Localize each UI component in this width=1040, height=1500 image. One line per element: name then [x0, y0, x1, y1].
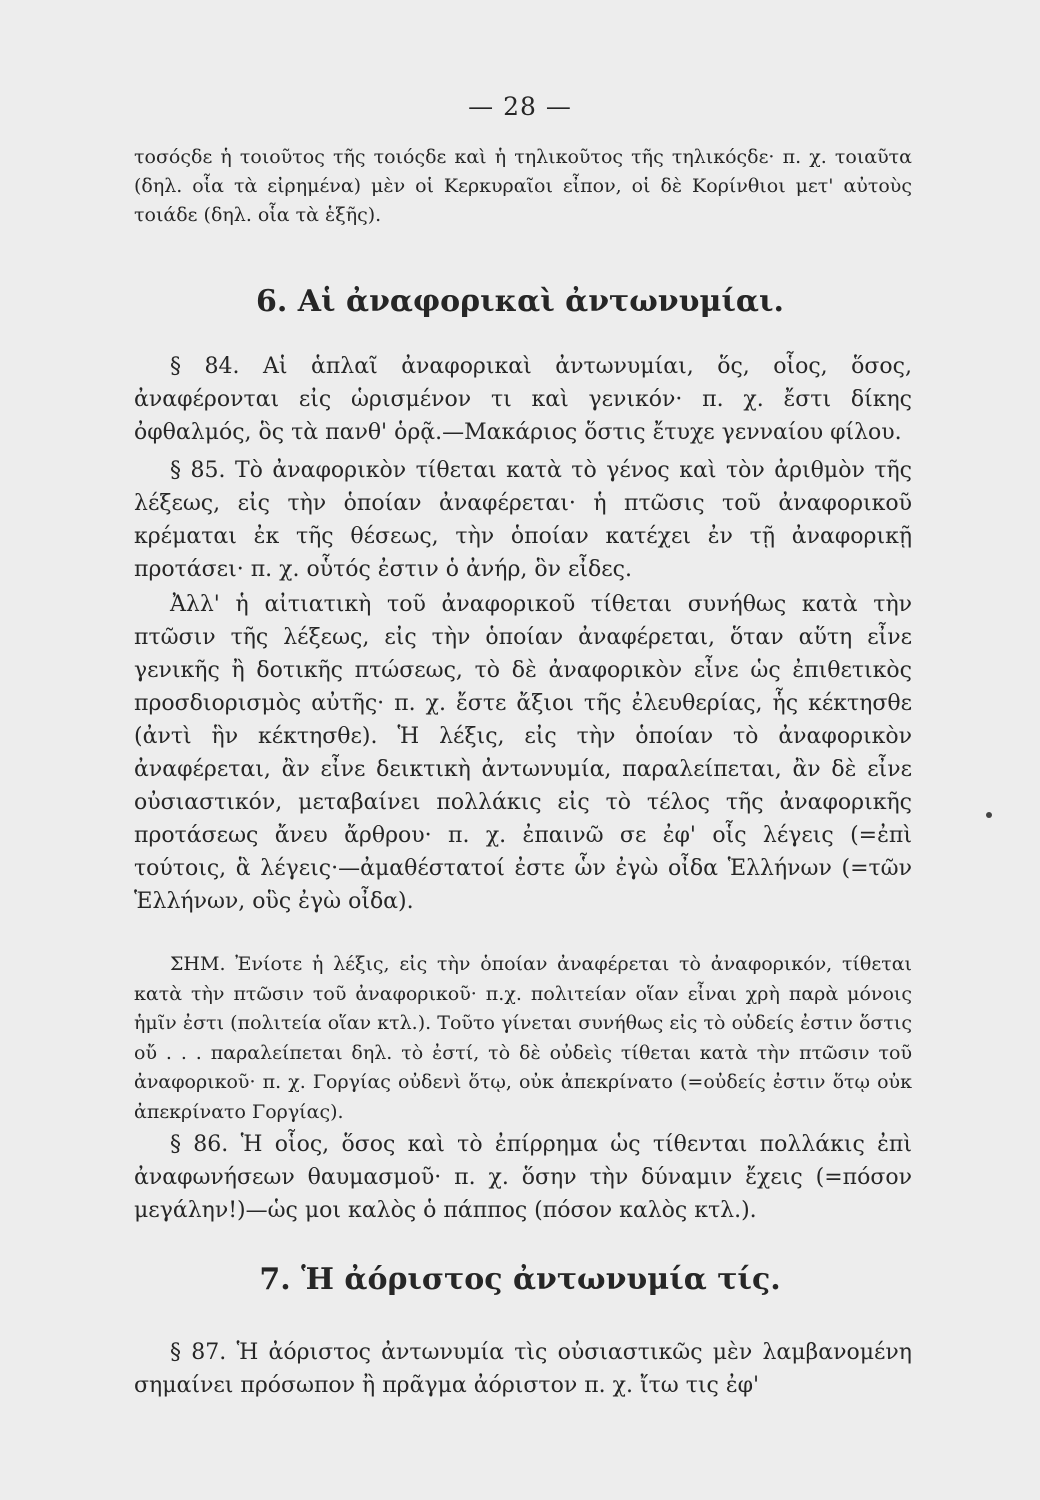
paragraph-84: § 84. Αἱ ἁπλαῖ ἀναφορικαὶ ἀντωνυμίαι, ὅς, οἷος, ὅσος, ἀναφέρονται εἰς ὡρισμένον τι καὶ γενικόν· π. χ. ἔστι δίκης ὀφθαλμός, ὃς τὰ πανθ' ὁρᾷ.—Μακάριος ὅστις ἔτυχε γενναίου φίλου. — [134, 354, 912, 445]
paragraph-87: § 87. Ἡ ἀόριστος ἀντωνυμία τὶς οὐσιαστικῶς μὲν λαμβανομένη σημαίνει πρόσωπον ἢ πρᾶγμα ἀόριστον π. χ. ἴτω τις ἐφ' — [134, 1340, 912, 1398]
section-7-heading: 7. Ἡ ἀόριστος ἀντωνυμία τίς. — [259, 1262, 781, 1297]
margin-dot-mark — [986, 812, 992, 818]
continuation-paragraph: τοσόςδε ἡ τοιοῦτος τῆς τοιόςδε καὶ ἡ τηλικοῦτος τῆς τηλικόςδε· π. χ. τοιαῦτα (δηλ. οἷα τὰ εἰρημένα) μὲν οἱ Κερκυραῖοι εἶπον, οἱ δὲ Κορίνθιοι μετ' αὐτοὺς τοιάδε (δηλ. οἷα τὰ ἑξῆς). — [134, 146, 912, 226]
paragraph-86: § 86. Ἡ οἷος, ὅσος καὶ τὸ ἐπίρρημα ὡς τίθενται πολλάκις ἐπὶ ἀναφωνήσεων θαυμασμοῦ· π. χ. ὅσην τὴν δύναμιν ἔχεις (=πόσον μεγάλην!)—ὡς μοι καλὸς ὁ πάππος (πόσον καλὸς κτλ.). — [134, 1132, 912, 1223]
paragraph-85-continued: Ἀλλ' ἡ αἰτιατικὴ τοῦ ἀναφορικοῦ τίθεται συνήθως κατὰ τὴν πτῶσιν τῆς λέξεως, εἰς τὴν ὁποίαν ἀναφέρεται, ὅταν αὕτη εἶνε γενικῆς ἢ δοτικῆς πτώσεως, τὸ δὲ ἀναφορικὸν εἶνε ὡς ἐπιθετικὸς προσδιορισμὸς αὐτῆς· π. χ. ἔστε ἄξιοι τῆς ἐλευθερίας, ἧς κέκτησθε (ἀντὶ ἣν κέκτησθε). Ἡ λέξις, εἰς τὴν ὁποίαν τὸ ἀναφορικὸν ἀναφέρεται, ἂν εἶνε δεικτικὴ ἀντωνυμία, παραλείπεται, ἂν δὲ εἶνε οὐσιαστικόν, μεταβαίνει πολλάκις εἰς τὸ τέλος τῆς ἀναφορικῆς προτάσεως ἄνευ ἄρθρου· π. χ. ἐπαινῶ σε ἐφ' οἷς λέγεις (=ἐπὶ τούτοις, ἃ λέγεις·—ἀμαθέστατοί ἐστε ὧν ἐγὼ οἶδα Ἑλλήνων (=τῶν Ἑλλήνων, οὓς ἐγὼ οἶδα). — [134, 592, 912, 914]
page-number: — 28 — — [468, 92, 572, 121]
section-6-heading: 6. Αἱ ἀναφορικαὶ ἀντωνυμίαι. — [256, 284, 784, 319]
paragraph-85: § 85. Τὸ ἀναφορικὸν τίθεται κατὰ τὸ γένος καὶ τὸν ἀριθμὸν τῆς λέξεως, εἰς τὴν ὁποίαν ἀναφέρεται· ἡ πτῶσις τοῦ ἀναφορικοῦ κρέμαται ἐκ τῆς θέσεως, τὴν ὁποίαν κατέχει ἐν τῇ ἀναφορικῇ προτάσει· π. χ. οὗτός ἐστιν ὁ ἀνήρ, ὃν εἶδες. — [134, 458, 912, 582]
note-paragraph: ΣΗΜ. Ἐνίοτε ἡ λέξις, εἰς τὴν ὁποίαν ἀναφέρεται τὸ ἀναφορικόν, τίθεται κατὰ τὴν πτῶσιν τοῦ ἀναφορικοῦ· π.χ. πολιτείαν οἵαν εἶναι χρὴ παρὰ μόνοις ἡμῖν ἐστι (πολιτεία οἵαν κτλ.). Τοῦτο γίνεται συνήθως εἰς τὸ οὐδείς ἐστιν ὅστις οὔ . . . παραλείπεται δηλ. τὸ ἐστί, τὸ δὲ οὐδεὶς τίθεται κατὰ τὴν πτῶσιν τοῦ ἀναφορικοῦ· π. χ. Γοργίας οὐδενὶ ὅτῳ, οὐκ ἀπεκρίνατο (=οὐδείς ἐστιν ὅτῳ οὐκ ἀπεκρίνατο Γοργίας). — [134, 953, 912, 1123]
